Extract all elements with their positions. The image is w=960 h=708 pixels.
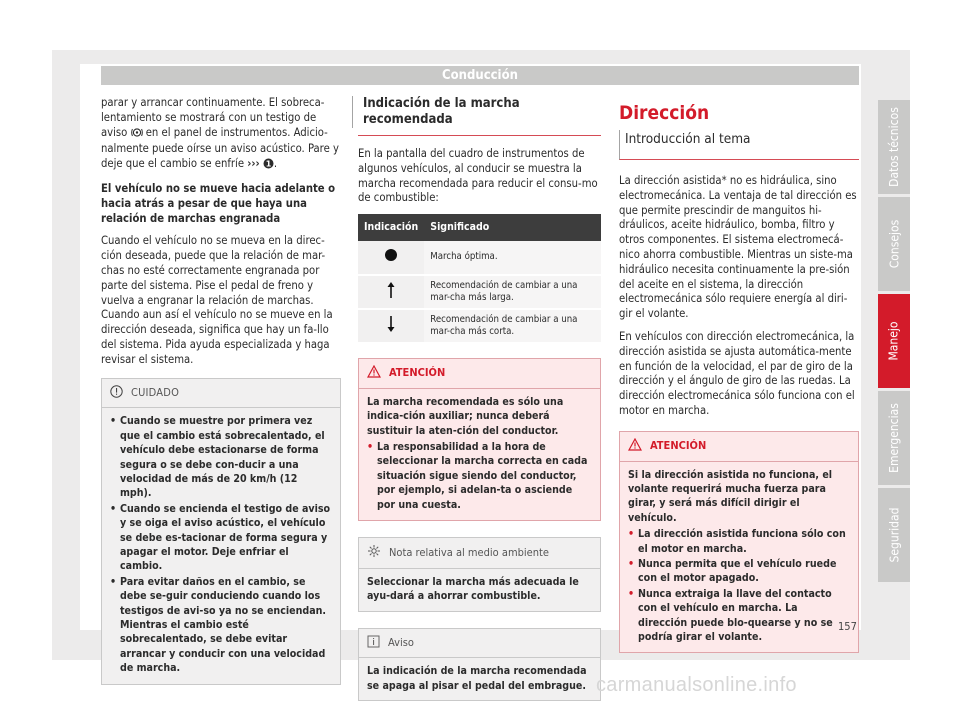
gear-indication-table (358, 214, 601, 344)
caution-item: • Para evitar daños en el cambio, se debe se-guir conduciendo cuando los testigos de avi-so ya no se enciendan. Mientras el cambio esté sobrecalentado, se debe evitar arrancar y conducir con una velocidad de marcha. (110, 575, 327, 675)
caution-body (102, 408, 340, 683)
table-header-indication: Indicación (358, 214, 424, 241)
environment-note-box (358, 537, 601, 612)
section-header (358, 96, 601, 136)
caution-item: • Cuando se encienda el testigo de aviso y se oiga el aviso acústico, el vehículo se debe es-tacionar de forma segura y apagar el motor. Deje enfriar el cambio. (110, 502, 331, 573)
warning-reference-icon (263, 158, 274, 174)
bullet-icon: • (367, 441, 374, 453)
subheading-no-movement: El vehículo no se mueve hacia adelante o hacia atrás a pesar de que haya una relación de marchas engranada (101, 181, 336, 225)
paragraph-steering-adjust: En vehículos con dirección electromecánica, la dirección asistida se ajusta automática-mente en función de la velocidad, el par de giro de la dirección y el ángulo de giro de las ruedas. La dirección electromecánica sólo funciona con el motor en marcha. (619, 329, 855, 417)
warning-lead: La marcha recomendada es sólo una indica-ción auxiliar; nunca deberá sustituir la aten-ción del conductor. (367, 395, 564, 437)
svg-text:1: 1 (265, 159, 272, 169)
note-header (359, 629, 600, 659)
environment-note-title: Nota relativa al medio ambiente (389, 546, 549, 560)
steering-warning-body (620, 462, 858, 653)
table-row (358, 241, 601, 275)
page-number: 157 (838, 620, 857, 633)
environment-leaf-icon (367, 544, 381, 563)
watermark-text: carmanualsonline.info (596, 674, 797, 696)
steering-warning-box (619, 431, 859, 654)
table-cell-meaning: Recomendación de cambiar a una mar-cha más larga. (424, 275, 601, 309)
warning-body (359, 389, 600, 520)
section-title: Indicación de la marcha recomendada (352, 96, 601, 128)
warning-triangle-icon (628, 438, 642, 456)
caution-icon (110, 385, 123, 403)
table-header-meaning: Significado (424, 214, 601, 241)
paragraph-steering-intro: La dirección asistida* no es hidráulica, sino electromecánica. La ventaja de tal dirección es que permite prescindir de manguitos hi-dráulicos, aceite hidráulico, bomba, filtro y otros componentes. El sistema electromecá-nico ahorra combustible. Mientras un siste-ma hidráulico necesita continuamente la pre-sión del aceite en el sistema, la dirección electromecánica sólo requiere energía al diri-gir el volante. (619, 174, 857, 321)
table-row (358, 309, 601, 343)
bullet-icon: • (110, 415, 117, 428)
note-box (358, 628, 601, 702)
caution-item: • Cuando se muestre por primera vez que el cambio está sobrecalentado, el vehículo debe estacionarse de forma segura o se debe con-ducir a una velocidad de más de 20 km/h (12 mph). (110, 415, 325, 500)
paragraph-no-movement: Cuando el vehículo no se mueva en la direc-ción deseada, puede que la relación de mar-chas no esté correctamente engranada por parte del sistema. Pise el pedal de freno y vuelva a engranar la relación de marchas. Cuando aun así el vehículo no se mueve en la dirección deseada, significa que hay un fa-llo del sistema. Pida ayuda especializada y haga revisar el sistema. (101, 234, 333, 366)
bullet-icon: • (628, 528, 635, 541)
chapter-subtitle: Introducción al tema (619, 130, 859, 160)
note-body: La indicación de la marcha recomendada se apaga al pisar el pedal del embrague. (367, 665, 587, 692)
steering-warning-header (620, 432, 858, 462)
column-right (619, 102, 859, 653)
page-header-title: Conducción (442, 68, 518, 83)
tab-emergencias[interactable]: Emergencias (878, 391, 910, 485)
tab-consejos[interactable]: Consejos (878, 197, 910, 291)
warning-item: • La responsabilidad a la hora de seleccionar la marcha correcta en cada situación sigue siendo del conductor, por ejemplo, si adelan-ta o asciende por una cuesta. (367, 441, 588, 511)
tab-datos-tecnicos[interactable]: Datos técnicos (878, 100, 910, 194)
info-icon (367, 635, 380, 653)
steering-warning-item: • Nunca extraiga la llave del contacto con el vehículo en marcha. La dirección puede blo-quearse y no se podría girar el volante. (628, 587, 833, 644)
table-cell-meaning: Recomendación de cambiar a una mar-cha más corta. (424, 309, 601, 343)
bullet-icon: • (628, 557, 635, 570)
caution-title: CUIDADO (131, 386, 180, 400)
tab-manejo[interactable]: Manejo (878, 294, 910, 388)
paragraph-intro: En la pantalla del cuadro de instrumentos de algunos vehículos, al conducir se muestra la marcha recomendada para reducir el consu-mo de combustible: (358, 147, 598, 205)
bullet-icon: • (628, 587, 635, 600)
warning-box (358, 358, 601, 521)
warning-triangle-icon (367, 365, 381, 383)
gearbox-warning-icon (131, 127, 143, 143)
tab-seguridad[interactable]: Seguridad (878, 488, 910, 582)
table-cell-meaning: Marcha óptima. (424, 241, 601, 275)
steering-warning-lead: Si la dirección asistida no funciona, el volante requerirá mucha fuerza para girar, y será más difícil dirigir el vehículo. (628, 468, 833, 524)
arrow-down-icon (358, 309, 424, 343)
environment-note-body: Seleccionar la marcha más adecuada le ayu-dará a ahorrar combustible. (367, 575, 579, 603)
environment-note-header (359, 538, 600, 569)
warning-title: ATENCIÓN (389, 366, 446, 380)
arrow-up-icon (358, 275, 424, 309)
paragraph-overheat: parar y arrancar continuamente. El sobreca-lentamiento se mostrará con un testigo de aviso en el panel de instrumentos. Adicio-nalmente puede oírse un aviso acústico. Pare y deje que el cambio se enfríe ››› 1 . (101, 96, 341, 174)
steering-warning-title: ATENCIÓN (650, 439, 707, 453)
steering-warning-item: • Nunca permita que el vehículo ruede con el motor apagado. (628, 557, 837, 585)
caution-header (102, 379, 340, 409)
bullet-icon: • (110, 502, 117, 515)
column-left (101, 96, 341, 685)
note-title: Aviso (388, 636, 414, 650)
cross-reference-arrows[interactable]: ››› (247, 157, 260, 171)
chapter-title: Dirección (619, 102, 710, 124)
filled-circle-icon (358, 241, 424, 275)
bullet-icon: • (110, 575, 117, 588)
steering-warning-item: • La dirección asistida funciona sólo con el motor en marcha. (628, 528, 846, 555)
table-row (358, 275, 601, 309)
warning-header (359, 359, 600, 389)
column-middle (358, 96, 601, 701)
caution-box (101, 378, 341, 685)
